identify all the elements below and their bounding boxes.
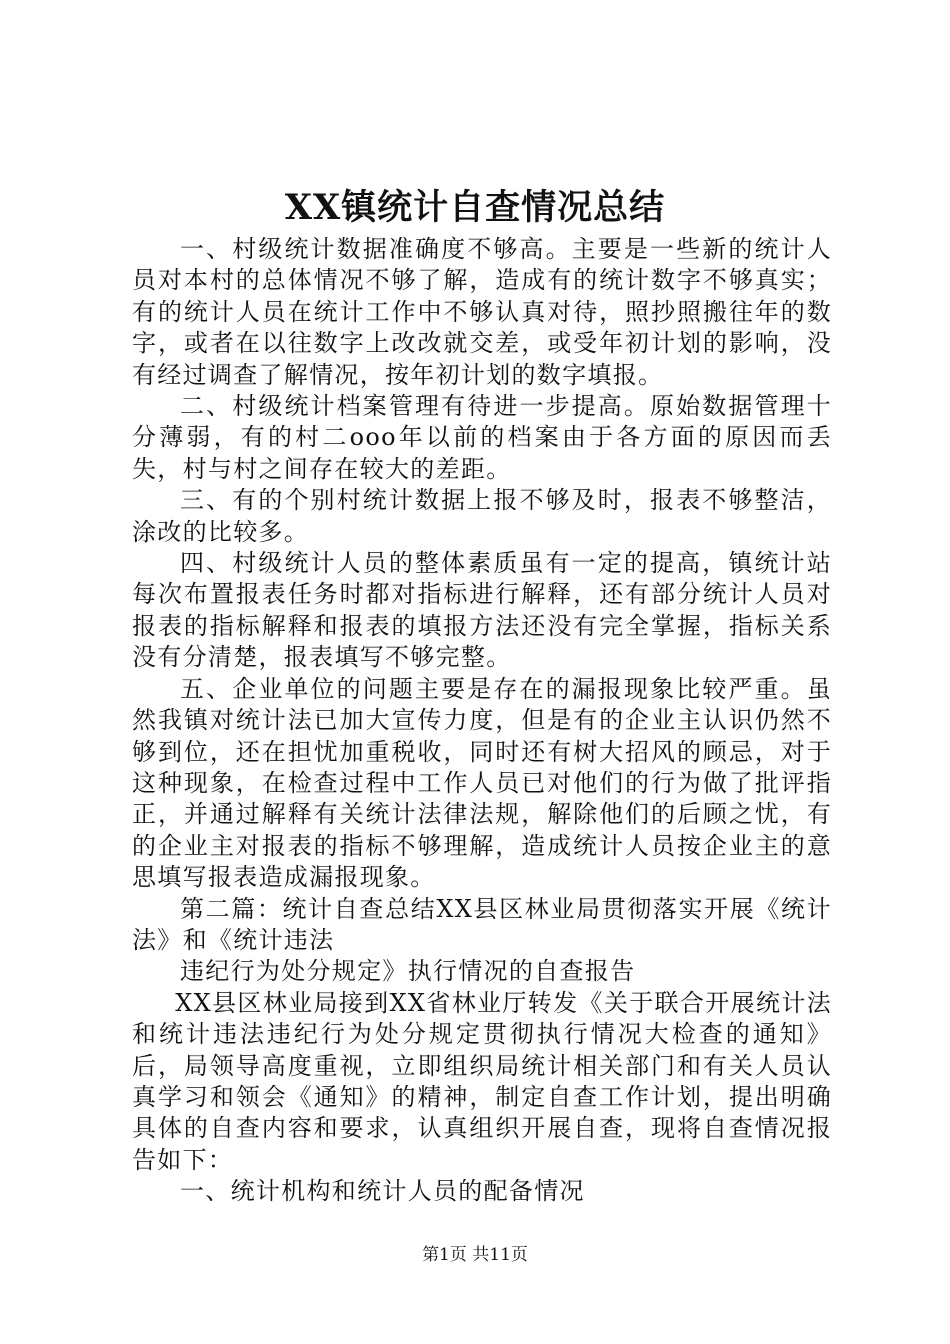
- section-heading-1: 一、统计机构和统计人员的配备情况: [180, 1177, 585, 1206]
- paragraph-2: 二、村级统计档案管理有待进一步提高。原始数据管理十分薄弱，有的村二ooo年以前的档案由于各方面的原因而丢失，村与村之间存在较大的差距。: [132, 392, 832, 483]
- paragraph-5: 五、企业单位的问题主要是存在的漏报现象比较严重。虽然我镇对统计法已加大宣传力度，但是有的企业主认识仍然不够到位，还在担忧加重税收，同时还有树大招风的顾忌，对于这种现象，在检查过程中工作人员已对他们的行为做了批评指正，并通过解释有关统计法律法规，解除他们的后顾之忧，有的企业主对报表的指标不够理解，造成统计人员按企业主的意思填写报表造成漏报现象。: [132, 674, 832, 892]
- paragraph-4: 四、村级统计人员的整体素质虽有一定的提高，镇统计站每次布置报表任务时都对指标进行解释，还有部分统计人员对报表的指标解释和报表的填报方法还没有完全掌握，指标关系没有分清楚，报表填写不够完整。: [132, 549, 832, 672]
- paragraph-3: 三、有的个别村统计数据上报不够及时，报表不够整洁，涂改的比较多。: [132, 486, 832, 546]
- section-heading-part2: 第二篇：统计自查总结XX县区林业局贯彻落实开展《统计法》和《统计违法: [132, 894, 832, 954]
- paragraph-6: XX县区林业局接到XX省林业厅转发《关于联合开展统计法和统计违法违纪行为处分规定贯彻执行情况大检查的通知》后，局领导高度重视，立即组织局统计相关部门和有关人员认真学习和领会《通知》的精神，制定自查工作计划，提出明确具体的自查内容和要求，认真组织开展自查，现将自查情况报告如下：: [132, 988, 832, 1174]
- document-title: XX镇统计自查情况总结: [284, 187, 666, 228]
- page-footer: 第1页 共11页: [422, 1245, 528, 1265]
- section-heading-part2-continued: 违纪行为处分规定》执行情况的自查报告: [180, 957, 636, 986]
- paragraph-1: 一、村级统计数据准确度不够高。主要是一些新的统计人员对本村的总体情况不够了解，造成有的统计数字不够真实；有的统计人员在统计工作中不够认真对待，照抄照搬往年的数字，或者在以往数字上改改就交差，或受年初计划的影响，没有经过调查了解情况，按年初计划的数字填报。: [132, 235, 832, 389]
- document-body: [132, 234, 832, 1208]
